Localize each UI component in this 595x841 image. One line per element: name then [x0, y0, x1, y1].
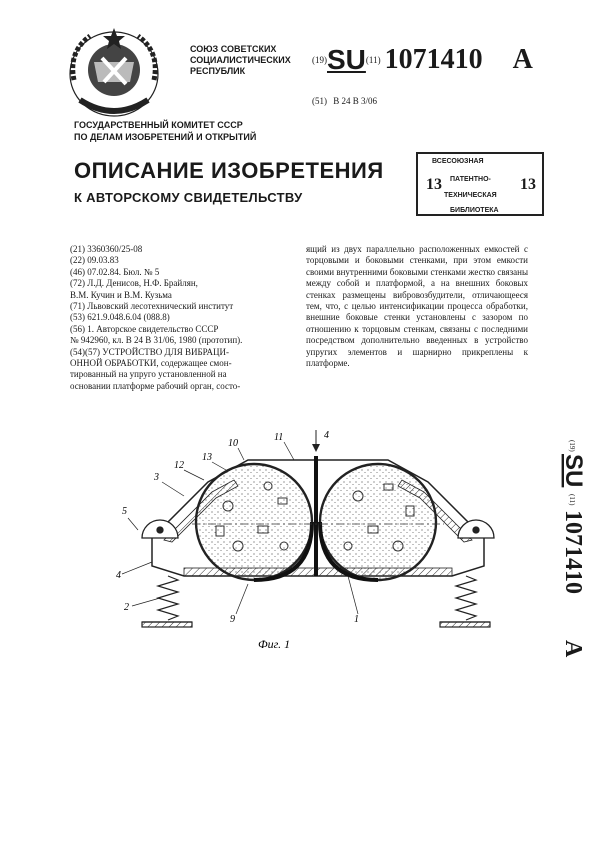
fig-label: 5 — [122, 506, 127, 517]
biblio-line: (54)(57) УСТРОЙСТВО ДЛЯ ВИБРАЦИ- — [70, 346, 229, 357]
fig-label: 3 — [154, 472, 159, 483]
bibliographic-data — [70, 244, 290, 392]
figure-1-drawing — [108, 426, 528, 656]
committee-line: ГОСУДАРСТВЕННЫЙ КОМИТЕТ СССР — [74, 120, 243, 130]
union-name — [190, 44, 291, 77]
fig-label: 4 — [116, 570, 121, 581]
code-11: (11) — [365, 55, 381, 65]
biblio-line: (72) Л.Д. Денисов, Н.Ф. Брайлян, — [70, 278, 198, 289]
fig-label: 2 — [124, 602, 129, 613]
figure-caption: Фиг. 1 — [258, 637, 291, 651]
biblio-line: (53) 621.9.048.6.04 (088.8) — [70, 312, 170, 323]
biblio-line: ОННОЙ ОБРАБОТКИ, содержащее смон- — [70, 358, 232, 369]
stamp-line: ТЕХНИЧЕСКАЯ — [444, 192, 497, 199]
biblio-line: В.М. Кучин и В.М. Кузьма — [70, 289, 172, 300]
fig-label: 1 — [354, 614, 359, 625]
side-code-19: (19) — [568, 440, 576, 452]
biblio-line: тированный на упруго установленной на — [70, 369, 227, 380]
biblio-line: (46) 07.02.84. Бюл. № 5 — [70, 266, 160, 277]
ipc-classification — [312, 96, 377, 106]
spring-right — [440, 576, 490, 627]
biblio-line: (22) 09.03.83 — [70, 255, 119, 266]
container-left — [196, 464, 312, 580]
ussr-emblem-icon — [60, 22, 168, 124]
patent-number-header — [312, 44, 533, 76]
ipc-code: (51) — [312, 96, 327, 106]
union-line: СОЮЗ СОВЕТСКИХ — [190, 44, 277, 54]
biblio-line: (71) Львовский лесотехнический институт — [70, 301, 234, 312]
fig-label: 11 — [274, 432, 284, 443]
stamp-line: ПАТЕНТНО- — [450, 176, 491, 183]
patent-kind: A — [512, 44, 533, 75]
biblio-line: № 942960, кл. В 24 В 31/06, 1980 (прототип). — [70, 335, 243, 346]
fig-label: 12 — [174, 460, 184, 471]
fig-label: 4 — [324, 430, 329, 441]
spring-left — [142, 576, 192, 627]
side-kind: A — [560, 640, 586, 658]
document-subtitle: К АВТОРСКОМУ СВИДЕТЕЛЬСТВУ — [74, 190, 303, 205]
stamp-line: ВСЕСОЮЗНАЯ — [432, 158, 484, 165]
code-19: (19) — [312, 55, 327, 65]
side-patent-number — [540, 440, 587, 670]
union-line: РЕСПУБЛИК — [190, 66, 246, 76]
country-code: SU — [327, 44, 366, 75]
committee-line: ПО ДЕЛАМ ИЗОБРЕТЕНИЙ И ОТКРЫТИЙ — [74, 132, 257, 142]
biblio-line: основании платформе рабочий орган, состо- — [70, 380, 241, 391]
stamp-number-right: 13 — [520, 176, 536, 193]
patent-number: 1071410 — [384, 44, 483, 75]
fig-label: 9 — [230, 614, 235, 625]
stamp-line: БИБЛИОТЕКА — [450, 207, 499, 214]
biblio-line: (21) 3360360/25-08 — [70, 244, 143, 254]
biblio-line: (56) 1. Авторское свидетельство СССР — [70, 323, 219, 334]
side-number: 1071410 — [560, 510, 586, 594]
fig-label: 13 — [202, 452, 212, 463]
document-title: ОПИСАНИЕ ИЗОБРЕТЕНИЯ — [74, 158, 384, 183]
side-code-11: (11) — [568, 494, 576, 506]
claim-text: ящий из двух параллельно расположенных емкостей с торцовыми и боковыми стенками, при этом емкости своими внутренними боковыми стенками жестко связаны между собой и платформой, а на внешних боковых стенках размещены вибровозбудители, отличающееся тем, что, с целью интенсификации процесса обработки, внешние боковые стенки установлены с зазором по отношению к торцовым стенкам, связаны с последними посредством дополнительно введенных в устройство упругих элементов и шарнирно прикреплены к платформе. — [306, 244, 528, 369]
side-country: SU — [560, 454, 587, 488]
stamp-number-left: 13 — [426, 176, 442, 193]
library-stamp — [416, 152, 544, 216]
union-line: СОЦИАЛИСТИЧЕСКИХ — [190, 55, 291, 65]
committee-name — [74, 119, 256, 143]
container-right — [320, 464, 436, 580]
ipc-value: В 24 В 3/06 — [333, 96, 378, 106]
fig-label: 10 — [228, 438, 238, 449]
